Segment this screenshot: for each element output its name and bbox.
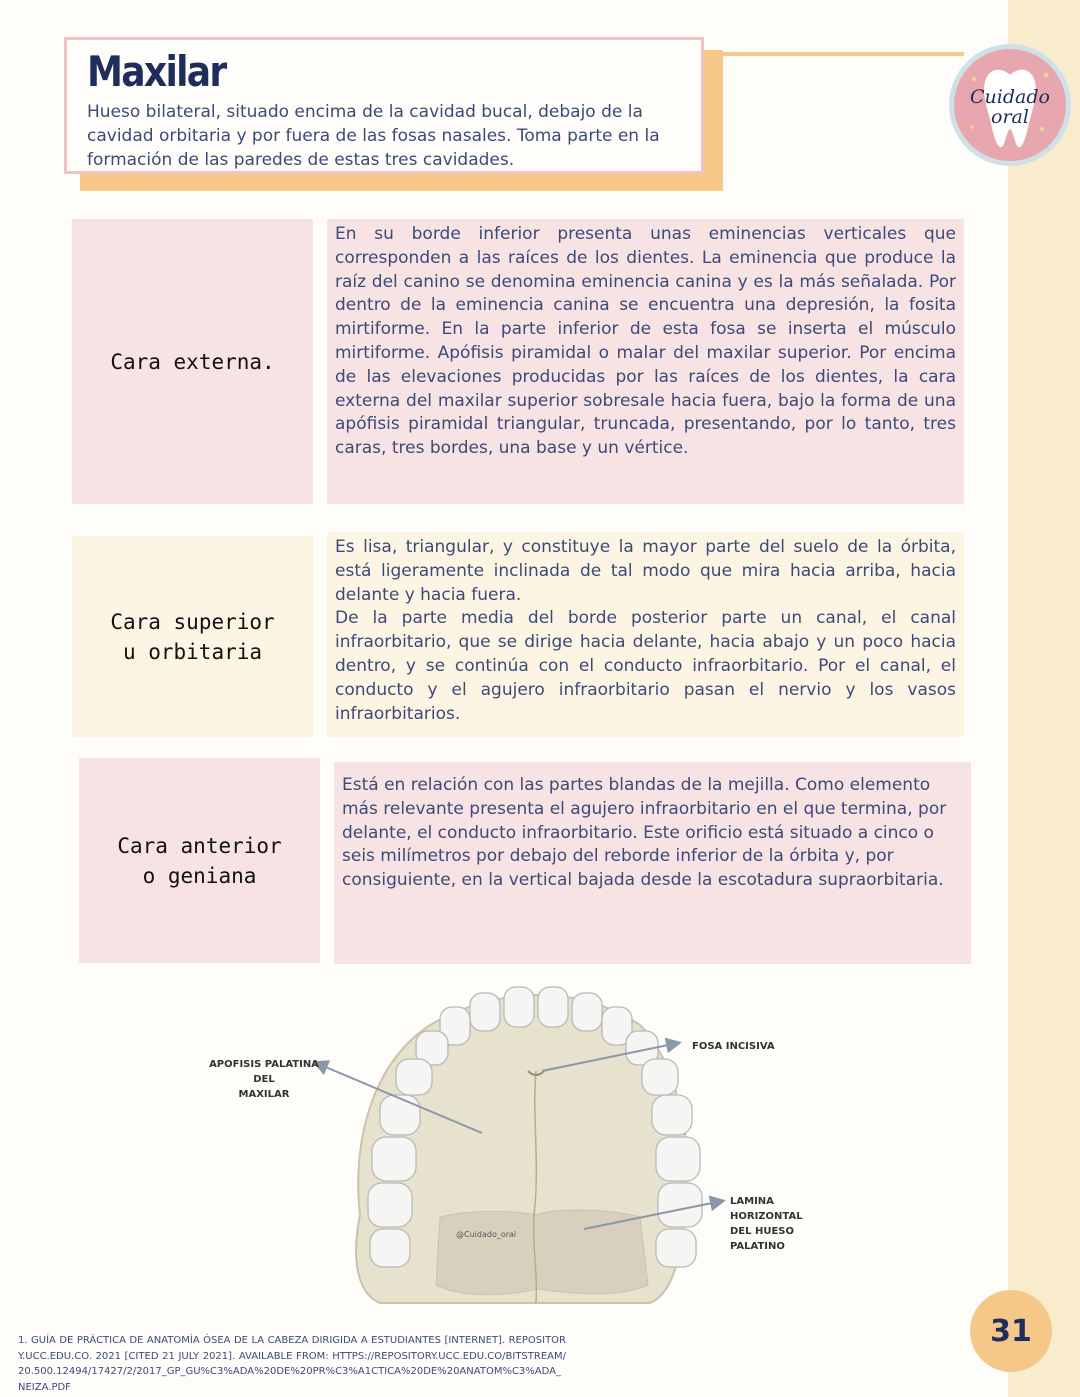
palate-illustration [200, 985, 840, 1320]
maxilla-diagram [200, 985, 840, 1320]
paragraph: En su borde inferior presenta unas eminencias verticales que corresponden a las raíces de los dientes. La eminencia que produce la raíz del canino se denomina eminencia canina y es la más señalada. Por dentro de la eminencia canina se encuentra una depresión, la fosita mirtiforme. En la parte inferior de esta fosa se inserta el músculo mirtiforme. Apófisis piramidal o malar del maxilar superior. Por encima de las elevaciones producidas por las raíces de los dientes, la cara externa del maxilar superior sobresale hacia fuera, bajo la forma de una apófisis piramidal triangular, truncada, presentando, por lo tanto, tres caras, tres bordes, una base y un vértice. [335, 224, 956, 459]
intro-text: Hueso bilateral, situado encima de la cavidad bucal, debajo de la cavidad orbitaria y por fuera de las fosas nasales. Toma parte en la formación de las paredes de estas tres cavidades. [87, 102, 660, 170]
section-label-cara-anterior: Cara anterior o geniana [79, 758, 320, 963]
section-text-cara-externa [327, 219, 964, 504]
section-label-cara-externa: Cara externa. [72, 219, 313, 504]
logo-text-cuidado: Cuidado [970, 86, 1050, 108]
section-text-cara-superior [327, 532, 964, 737]
label-line: APOFISIS PALATINA DEL [209, 1059, 319, 1085]
section-text-cara-anterior [334, 762, 971, 964]
watermark-text: @Cuidado_oral [456, 1230, 517, 1239]
paragraph: Está en relación con las partes blandas de la mejilla. Como elemento más relevante presenta el agujero infraorbitario en el que termina, por delante, el conducto infraorbitario. Este orificio está situado a cinco o seis milímetros por debajo del reborde inferior de la órbita y, por consiguiente, en la vertical bajada desde la escotadura supraorbitaria. [342, 775, 947, 891]
label-line: DEL HUESO PALATINO [730, 1226, 795, 1252]
label-line: LAMINA HORIZONTAL [730, 1196, 803, 1222]
header-accent-line [706, 52, 964, 56]
side-strip [1008, 0, 1080, 1397]
logo-text-oral: oral [991, 106, 1029, 128]
section-label-cara-superior: Cara superior u orbitaria [72, 536, 313, 737]
paragraph: Es lisa, triangular, y constituye la mayor parte del suelo de la órbita, está ligeramente inclinada de tal modo que mira hacia arriba, hacia delante y hacia fuera. [335, 537, 956, 605]
header-card [64, 37, 704, 174]
label-line: MAXILAR [238, 1089, 290, 1100]
brand-logo [949, 44, 1071, 166]
bibliographic-reference: 1. GUÍA DE PRÁCTICA DE ANATOMÍA ÓSEA DE LA CABEZA DIRIGIDA A ESTUDIANTES [INTERNET]. REPOSITORY.UCC.EDU.CO. 2021 [CITED 21 JULY 2021]. AVAILABLE FROM: HTTPS://REPOSITORY.UCC.EDU.CO/BITSTREAM/20.500.12494/17427/2/2017_GP_GU%C3%ADA%20DE%20PR%C3%A1CTICA%20DE%20ANATOM%C3%ADA_NEIZA.PDF [18, 1335, 566, 1393]
paragraph: De la parte media del borde posterior parte un canal, el canal infraorbitario, que se dirige hacia delante, hacia abajo y un poco hacia dentro, y se continúa con el conducto infraorbitario. Por el canal, el conducto y el agujero infraorbitario pasan el nervio y los vasos infraorbitarios. [335, 608, 956, 724]
label-lamina-horizontal [730, 1194, 840, 1254]
label-apofisis-palatina [206, 1057, 322, 1102]
page-title: Maxilar [87, 47, 226, 96]
label-fosa-incisiva: FOSA INCISIVA [692, 1041, 775, 1052]
page-number: 31 [970, 1290, 1052, 1372]
